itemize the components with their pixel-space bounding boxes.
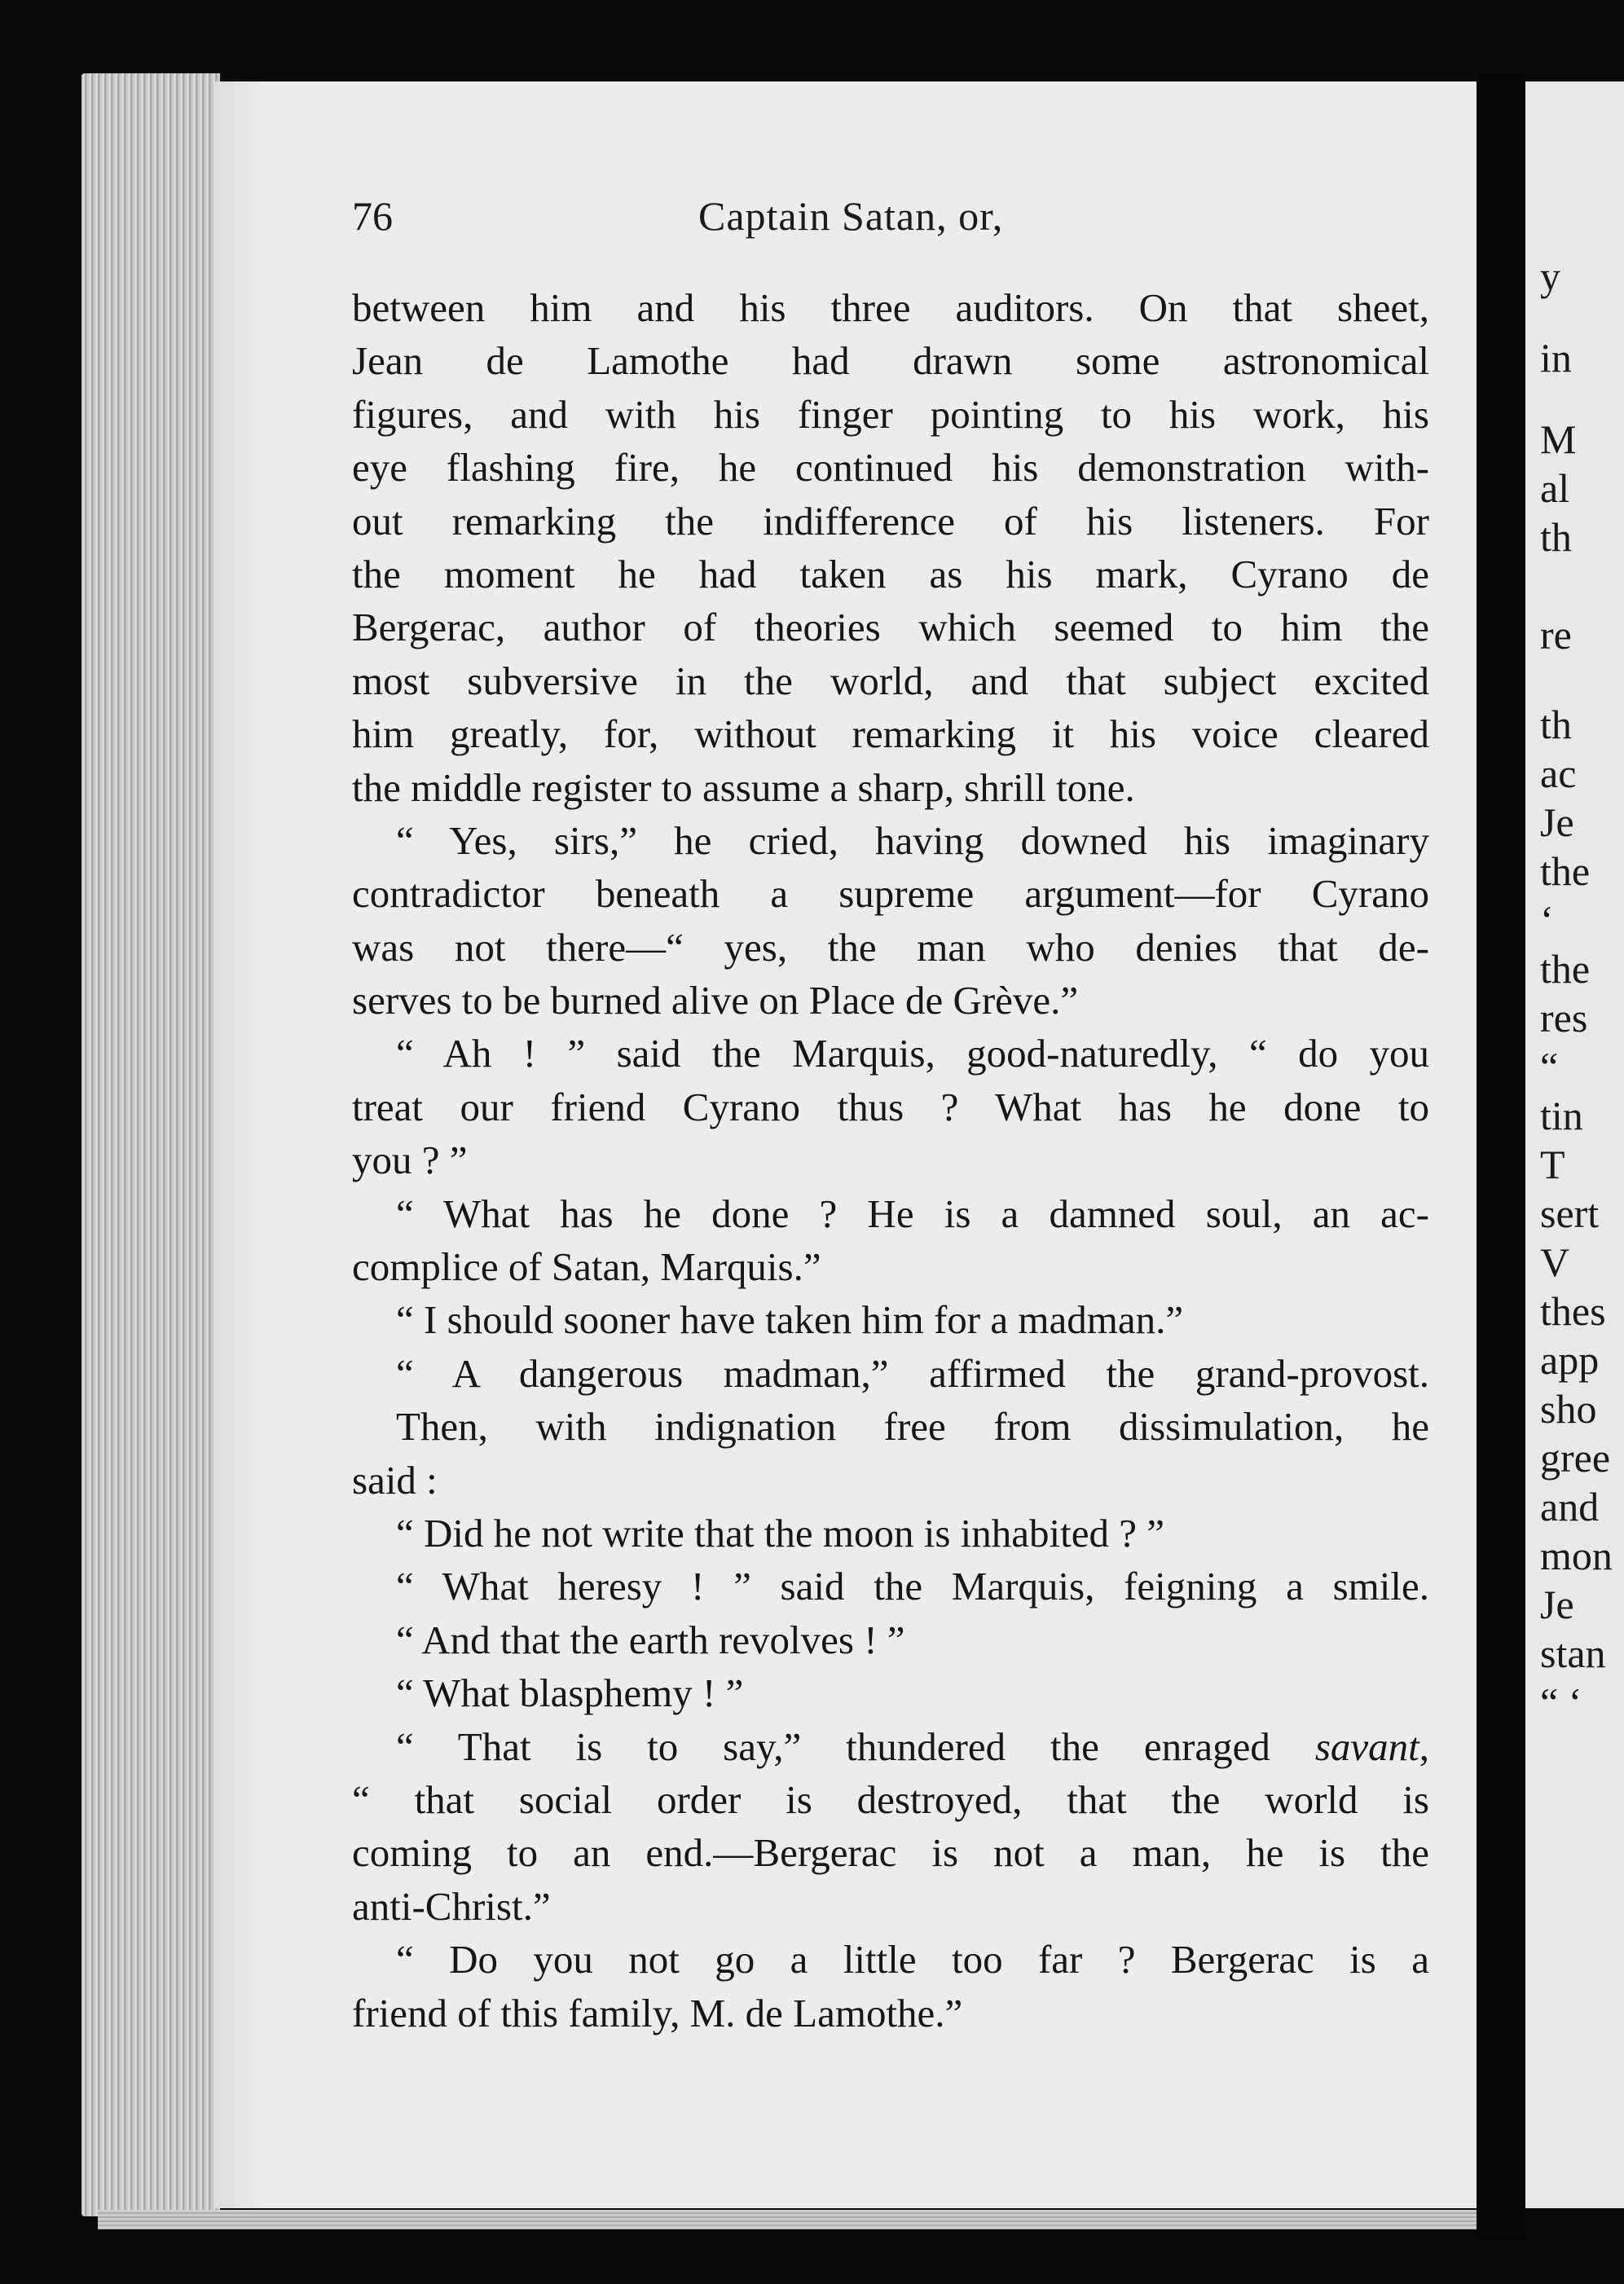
- facing-page-fragment: res: [1540, 995, 1588, 1041]
- facing-page: [1525, 81, 1624, 2208]
- book-gutter: [1477, 73, 1525, 2241]
- facing-page-fragment: tin: [1540, 1093, 1583, 1138]
- facing-page-fragment: the: [1540, 946, 1591, 992]
- facing-page-fragment: gree: [1540, 1435, 1611, 1481]
- text-line: “ What heresy ! ” said the Marquis, feigning a smile.: [396, 1564, 1429, 1609]
- text-line: “ Yes, sirs,” he cried, having downed his imaginary: [396, 817, 1429, 863]
- text-line: contradictor beneath a supreme argument—for Cyrano: [352, 871, 1429, 917]
- page-number: 76: [352, 193, 393, 239]
- facing-page-fragment: stan: [1540, 1630, 1606, 1676]
- text-line: you ? ”: [352, 1138, 468, 1183]
- text-line: the moment he had taken as his mark, Cyrano de: [352, 551, 1429, 596]
- text-line: complice of Satan, Marquis.”: [352, 1244, 821, 1290]
- text-line: “ that social order is destroyed, that the world is: [352, 1776, 1429, 1822]
- facing-page-fragment: sert: [1540, 1190, 1600, 1236]
- text-line: said :: [352, 1457, 438, 1503]
- text-line: the middle register to assume a sharp, shrill tone.: [352, 764, 1135, 810]
- text-line: serves to be burned alive on Place de Grève.”: [352, 978, 1079, 1023]
- text-line: “ Did he not write that the moon is inhabited ? ”: [396, 1510, 1165, 1556]
- text-line: Bergerac, author of theories which seemed to him the: [352, 605, 1429, 650]
- text-line: “ Do you not go a little too far ? Bergerac is a: [396, 1937, 1429, 1983]
- text-line: “ What blasphemy ! ”: [396, 1670, 744, 1716]
- text-line: out remarking the indifference of his listeners. For: [352, 498, 1429, 543]
- text-line: eye flashing fire, he continued his demonstration with-: [352, 445, 1429, 491]
- text-line: “ I should sooner have taken him for a madman.”: [396, 1297, 1184, 1343]
- text-line: figures, and with his finger pointing to his work, his: [352, 391, 1429, 437]
- text-line: him greatly, for, without remarking it his voice cleared: [352, 711, 1429, 757]
- facing-page-fragment: Je: [1540, 799, 1574, 845]
- facing-page-fragment: thes: [1540, 1288, 1606, 1334]
- facing-page-fragment: ac: [1540, 750, 1577, 796]
- facing-page-fragment: Je: [1540, 1582, 1574, 1627]
- running-title: Captain Satan, or,: [698, 193, 1004, 239]
- text-line: “ And that the earth revolves ! ”: [396, 1617, 905, 1662]
- text-line: “ That is to say,” thundered the enraged savant,: [396, 1723, 1429, 1769]
- text-line: “ What has he done ? He is a damned soul, an ac-: [396, 1190, 1429, 1236]
- facing-page-fragment: app: [1540, 1337, 1600, 1383]
- facing-page-fragment: sho: [1540, 1386, 1597, 1432]
- facing-page-fragment: “ ‘: [1540, 1679, 1582, 1725]
- text-line: most subversive in the world, and that subject excited: [352, 658, 1429, 703]
- text-line: “ A dangerous madman,” affirmed the grand-provost.: [396, 1350, 1429, 1396]
- facing-page-fragment: ‘: [1540, 897, 1554, 943]
- facing-page-fragment: th: [1540, 514, 1572, 560]
- facing-page-fragment: T: [1540, 1142, 1565, 1187]
- facing-page-fragment: M: [1540, 416, 1577, 462]
- text-line: treat our friend Cyrano thus ? What has he done to: [352, 1084, 1429, 1129]
- text-line: friend of this family, M. de Lamothe.”: [352, 1990, 963, 2035]
- facing-page-fragment: “: [1540, 1044, 1559, 1089]
- text-line: between him and his three auditors. On that sheet,: [352, 285, 1429, 330]
- running-header: [352, 192, 1428, 241]
- text-line: was not there—“ yes, the man who denies that de-: [352, 924, 1429, 970]
- facing-page-fragment: th: [1540, 702, 1572, 747]
- page-bottom-edge: [98, 2210, 1483, 2229]
- text-line: Jean de Lamothe had drawn some astronomical: [352, 338, 1429, 384]
- facing-page-fragment: y: [1540, 253, 1560, 299]
- page-edges: [81, 73, 220, 2216]
- text-line: Then, with indignation free from dissimulation, he: [396, 1404, 1429, 1450]
- text-line: coming to an end.—Bergerac is not a man, he is the: [352, 1830, 1429, 1876]
- facing-page-fragment: mon: [1540, 1533, 1613, 1578]
- body-text: [352, 281, 1429, 2040]
- facing-page-fragment: re: [1540, 612, 1572, 658]
- facing-page-fragment: and: [1540, 1484, 1600, 1529]
- facing-page-fragment: V: [1540, 1239, 1570, 1285]
- text-line: “ Ah ! ” said the Marquis, good-naturedly, “ do you: [396, 1031, 1429, 1076]
- facing-page-fragment: in: [1540, 335, 1572, 381]
- facing-page-fragment: al: [1540, 465, 1570, 511]
- text-line: anti-Christ.”: [352, 1883, 551, 1929]
- facing-page-fragment: the: [1540, 848, 1591, 894]
